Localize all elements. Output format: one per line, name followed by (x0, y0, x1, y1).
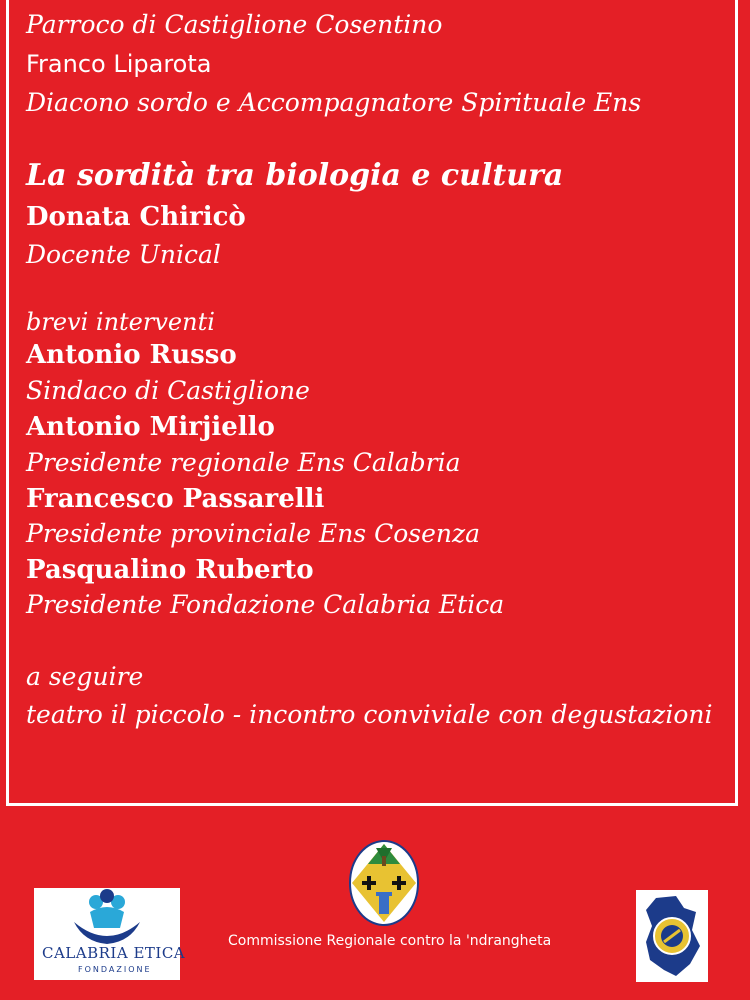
intervention-role: Sindaco di Castiglione (26, 376, 310, 405)
intervention-name: Antonio Russo (26, 340, 237, 370)
ens-logo (636, 890, 708, 982)
speaker-role: Docente Unical (26, 240, 221, 269)
calabria-region-emblem-icon (346, 838, 422, 928)
intervention-name: Francesco Passarelli (26, 484, 325, 514)
intervention-role: Presidente provinciale Ens Cosenza (26, 519, 481, 548)
deacon-name: Franco Liparota (26, 50, 212, 78)
people-hands-icon (34, 888, 180, 946)
intervention-name: Pasqualino Ruberto (26, 555, 314, 585)
talk-title: La sordità tra biologia e cultura (26, 158, 564, 193)
follow-text: teatro il piccolo - incontro conviviale con degustazioni (26, 700, 713, 729)
section-label: brevi interventi (26, 308, 215, 336)
intervention-role: Presidente regionale Ens Calabria (26, 448, 461, 477)
speaker-name: Donata Chiricò (26, 202, 246, 232)
deacon-role: Diacono sordo e Accompagnatore Spirituale Ens (26, 88, 642, 117)
parish-role: Parroco di Castiglione Cosentino (26, 10, 443, 39)
intervention-name: Antonio Mirjiello (26, 412, 275, 442)
follow-label: a seguire (26, 662, 144, 691)
ens-emblem-icon (636, 890, 708, 982)
commission-caption: Commissione Regionale contro la 'ndrangheta (228, 933, 552, 949)
calabria-etica-logo: CALABRIA ETICA FONDAZIONE (34, 888, 180, 980)
intervention-role: Presidente Fondazione Calabria Etica (26, 590, 505, 619)
